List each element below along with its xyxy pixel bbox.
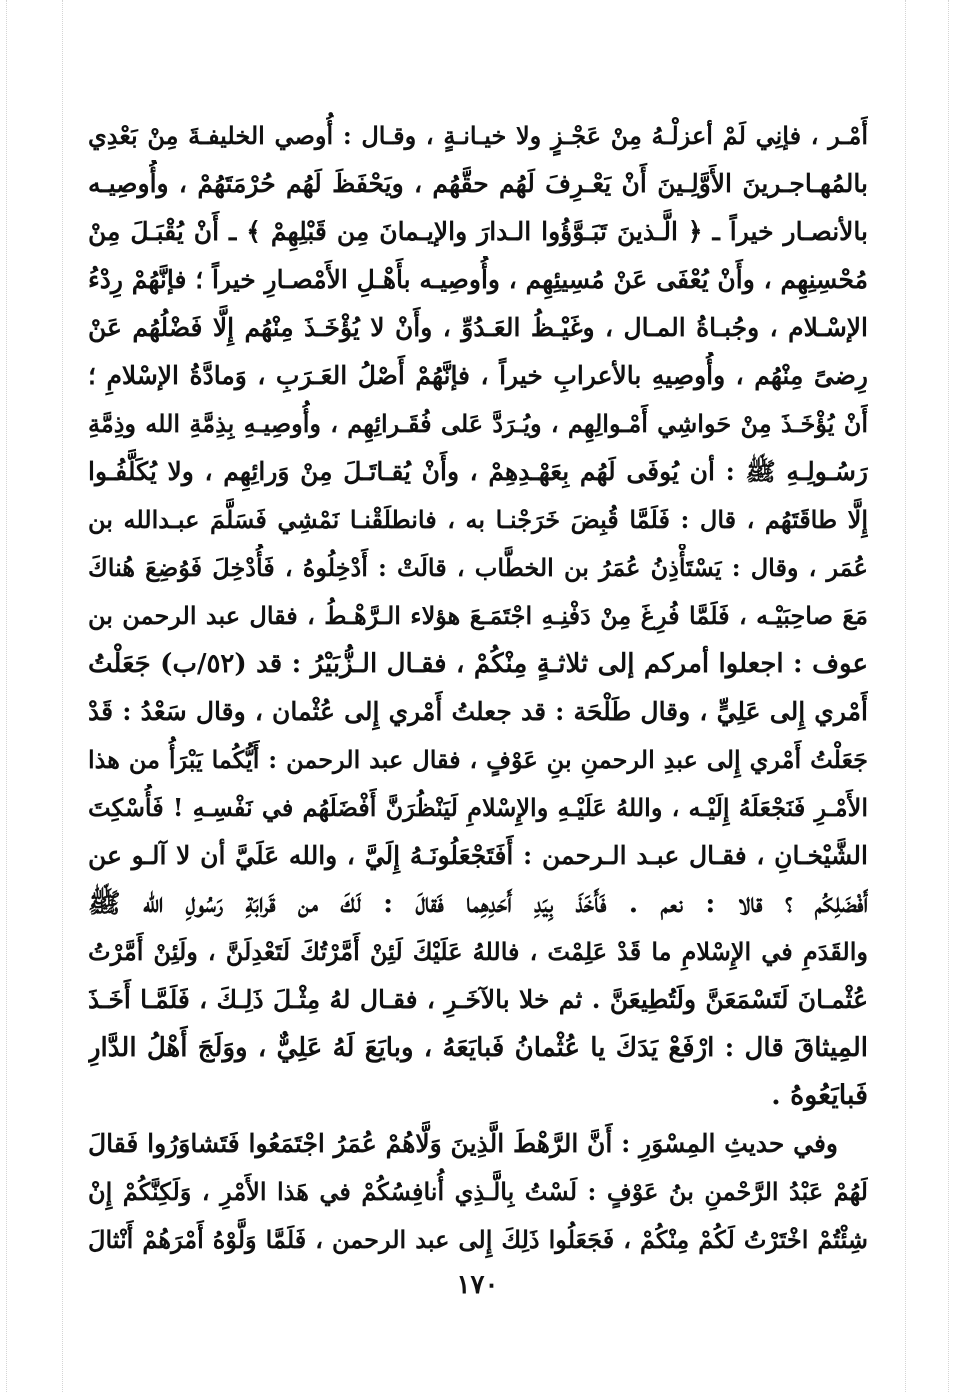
text-line: أَمْري إِلى عَلِيٍّ ، وقال طَلْحَة : قد جعلتُ أَمْري إِلى عُثْمان ، وقال سَعْدُ : قَدْ	[88, 697, 868, 726]
text-line: عُثْمـانَ لَتَسْمَعَنَّ ولَتُطِيعَنَّ . ثم خلا بالآخَـرِ ، فقـال لهُ مِثْـلَ ذَلِـكَ ، فَلَمَّـا أَخَـذَ	[88, 985, 868, 1014]
text-line: جَعَلْتُ أَمْري إِلى عبدِ الرحمنِ بنِ عَوْفٍ ، فقال عبد الرحمن : أَيُّكُما يَبْرَأُ من هذا	[88, 745, 868, 774]
text-line: إِلَّا طاقَتَهُم ، قال : فَلَمَّا قُبِضَ خَرَجْنـا به ، فانطلَقْنـا نَمْشِي فَسَلَّمَ عبـدالله بن	[88, 505, 868, 534]
text-line: فَبايَعُوهُ .	[771, 1080, 868, 1111]
text-line: بالأنصـار خيراً ـ ﴿ الَّـذينَ تَبَـوَّؤُوا الـدارَ والإيـمانَ مِن قَبْلِهِمْ ﴾ ـ أَنْ يُقْبَـلَ مِنْ	[88, 217, 868, 246]
text-line: لَهُمْ عَبْدُ الرَّحْمنِ بنُ عَوْفٍ : لَسْتُ بِالَّـذِي أُنافِسُكُمْ في هَذا الأَمْرِ ، وَلَكِنَّكُمْ إِنْ	[88, 1177, 868, 1206]
scan-dotted-line	[905, 0, 906, 1392]
text-line: أَمْـر ، فإنِي لَمْ أعزلْـهُ مِنْ عَجْـزٍ ولا خيـانـةٍ ، وقـال : أُوصي الخليفـةَ مِنْ بَعْدِي	[88, 121, 868, 150]
scan-dotted-line	[6, 0, 7, 1392]
text-line: شِئْتُمْ اخْتَرْتُ لَكُمْ مِنْكُمْ ، فَجَعَلُوا ذَلِكَ إِلى عبد الرحمن ، فَلَمَّا وَلَّوْهُ أَمْرَهُمْ أَنْثالَ	[88, 1225, 868, 1254]
text-line: المِيثاقَ قال : ارْفَعْ يَدَكَ يا عُثْمانُ فَبايَعَهُ ، وبايَعَ لَهُ عَلِيٌّ ، ووَلَجَ أَهْلُ الدَّارِ	[88, 1033, 868, 1063]
text-line: رَسُـولِـهِ ﷺ : أن يُوفَى لَهُم بِعَهْـدِهِمْ ، وأَنْ يُقـاتَـلَ مِنْ وَرائِهِم ، ولا يُكَلَّفُـوا	[88, 457, 868, 486]
text-line: الأَمْـرِ فَنَجْعَلَهُ إِلَيْـه ، واللهُ عَلَيْـهِ والإِسْلامِ لَيَنْظُرَنَّ أَفْضَلَهُم في نَفْسِـهِ ! فَأُسْكِتَ	[88, 793, 868, 822]
text-line: رِضىً مِنْهُم ، وأُوصِيهِ بالأعرابِ خيراً ، فإنَّهُمْ أَصْلُ العَـرَبِ ، وَمادَّةُ الإسْلامِ ؛	[88, 361, 868, 390]
scan-dotted-line	[948, 0, 949, 1392]
text-line: الشَّيْخـانِ ، فقـال عبـد الـرحمن : أَفَتَجْعَلُونَـهُ إِلَيَّ ، والله عَلَيَّ أن لا آلـو عن	[88, 841, 868, 870]
text-line: أَفْضَلِكُم ؟ قالا : نعم . فَأَخَذَ بِيَدِ أَحَدِهِما فَقالَ : لَكَ من قَرابَةِ رَسُولِ الله ﷺ	[88, 888, 868, 919]
page-number: ١٧٠	[456, 1270, 499, 1300]
scan-dotted-line	[62, 0, 63, 1392]
text-line: مَعَ صاحِبَيْـه ، فَلَمَّا فُرِغَ مِنْ دَفْنِـهِ اجْتَمَـعَ هؤلاء الـرَّهْـطُ ، فقال عبد الرحمن بن	[88, 601, 868, 630]
text-line: مُحْسِنِهِم ، وأَنْ يُعْفَى عَنْ مُسِيئِهِم ، وأُوصِيـه بأَهْـلِ الأَمْصـارِ خيراً ؛ فإنَّهُمْ رِدْءُ	[88, 265, 868, 294]
body-text	[88, 112, 868, 1264]
text-line: بالمُهـاجـرينَ الأَوَّلِـينَ أَنْ يَعْـرِفَ لَهُم حقَّهُم ، ويَحْفَظَ لَهُم حُرْمَتَهُمْ ، وأُوصِيـه	[88, 169, 868, 198]
text-line: عُمَر ، وقال : يَسْتَأْذِنُ عُمَرُ بن الخطَّاب ، قالَتْ : أَدْخِلُوهُ ، فَأُدْخِلَ فَوُضِعَ هُناكَ	[88, 553, 868, 582]
text-line: أَنْ يُؤْخَـذَ مِنْ حَواشِي أَمْـوالِهِم ، ويُـرَدَّ عَلى فُقَـرائِهِم ، وأُوصِيـهِ بِذِمَّةِ الله وذِمَّةِ	[88, 409, 868, 438]
text-line: عوف : اجعلوا أمركم إلى ثلاثـةٍ مِنْكُمْ ، فقـال الـزُّبَيْرُ : قد (٥٢/ب) جَعَلْتُ	[88, 649, 868, 679]
text-line: وفي حديثِ المِسْوَرِ : أَنَّ الرَّهْطَ الَّذِينَ وَلَّاهُمْ عُمَرُ اجْتَمَعُوا فَتَشاوَرُوا فَقالَ	[88, 1129, 838, 1158]
text-line: والقَدَمِ في الإِسْلامِ ما قَدْ عَلِمْتَ ، فاللهُ عَلَيْكَ لَئِنْ أَمَّرْتُكَ لَتَعْدِلَنَّ ، ولَئِنْ أَمَّرْتُ	[88, 937, 868, 966]
paragraph-1	[88, 112, 868, 1120]
text-line: الإسْـلام ، وجُبـاةُ المـال ، وغَيْـظُ العَـدُوِّ ، وأَنْ لا يُؤْخَـذَ مِنْهُم إِلَّا فَضْلُهُم عَنْ	[88, 313, 868, 342]
paragraph-2	[88, 1120, 868, 1264]
